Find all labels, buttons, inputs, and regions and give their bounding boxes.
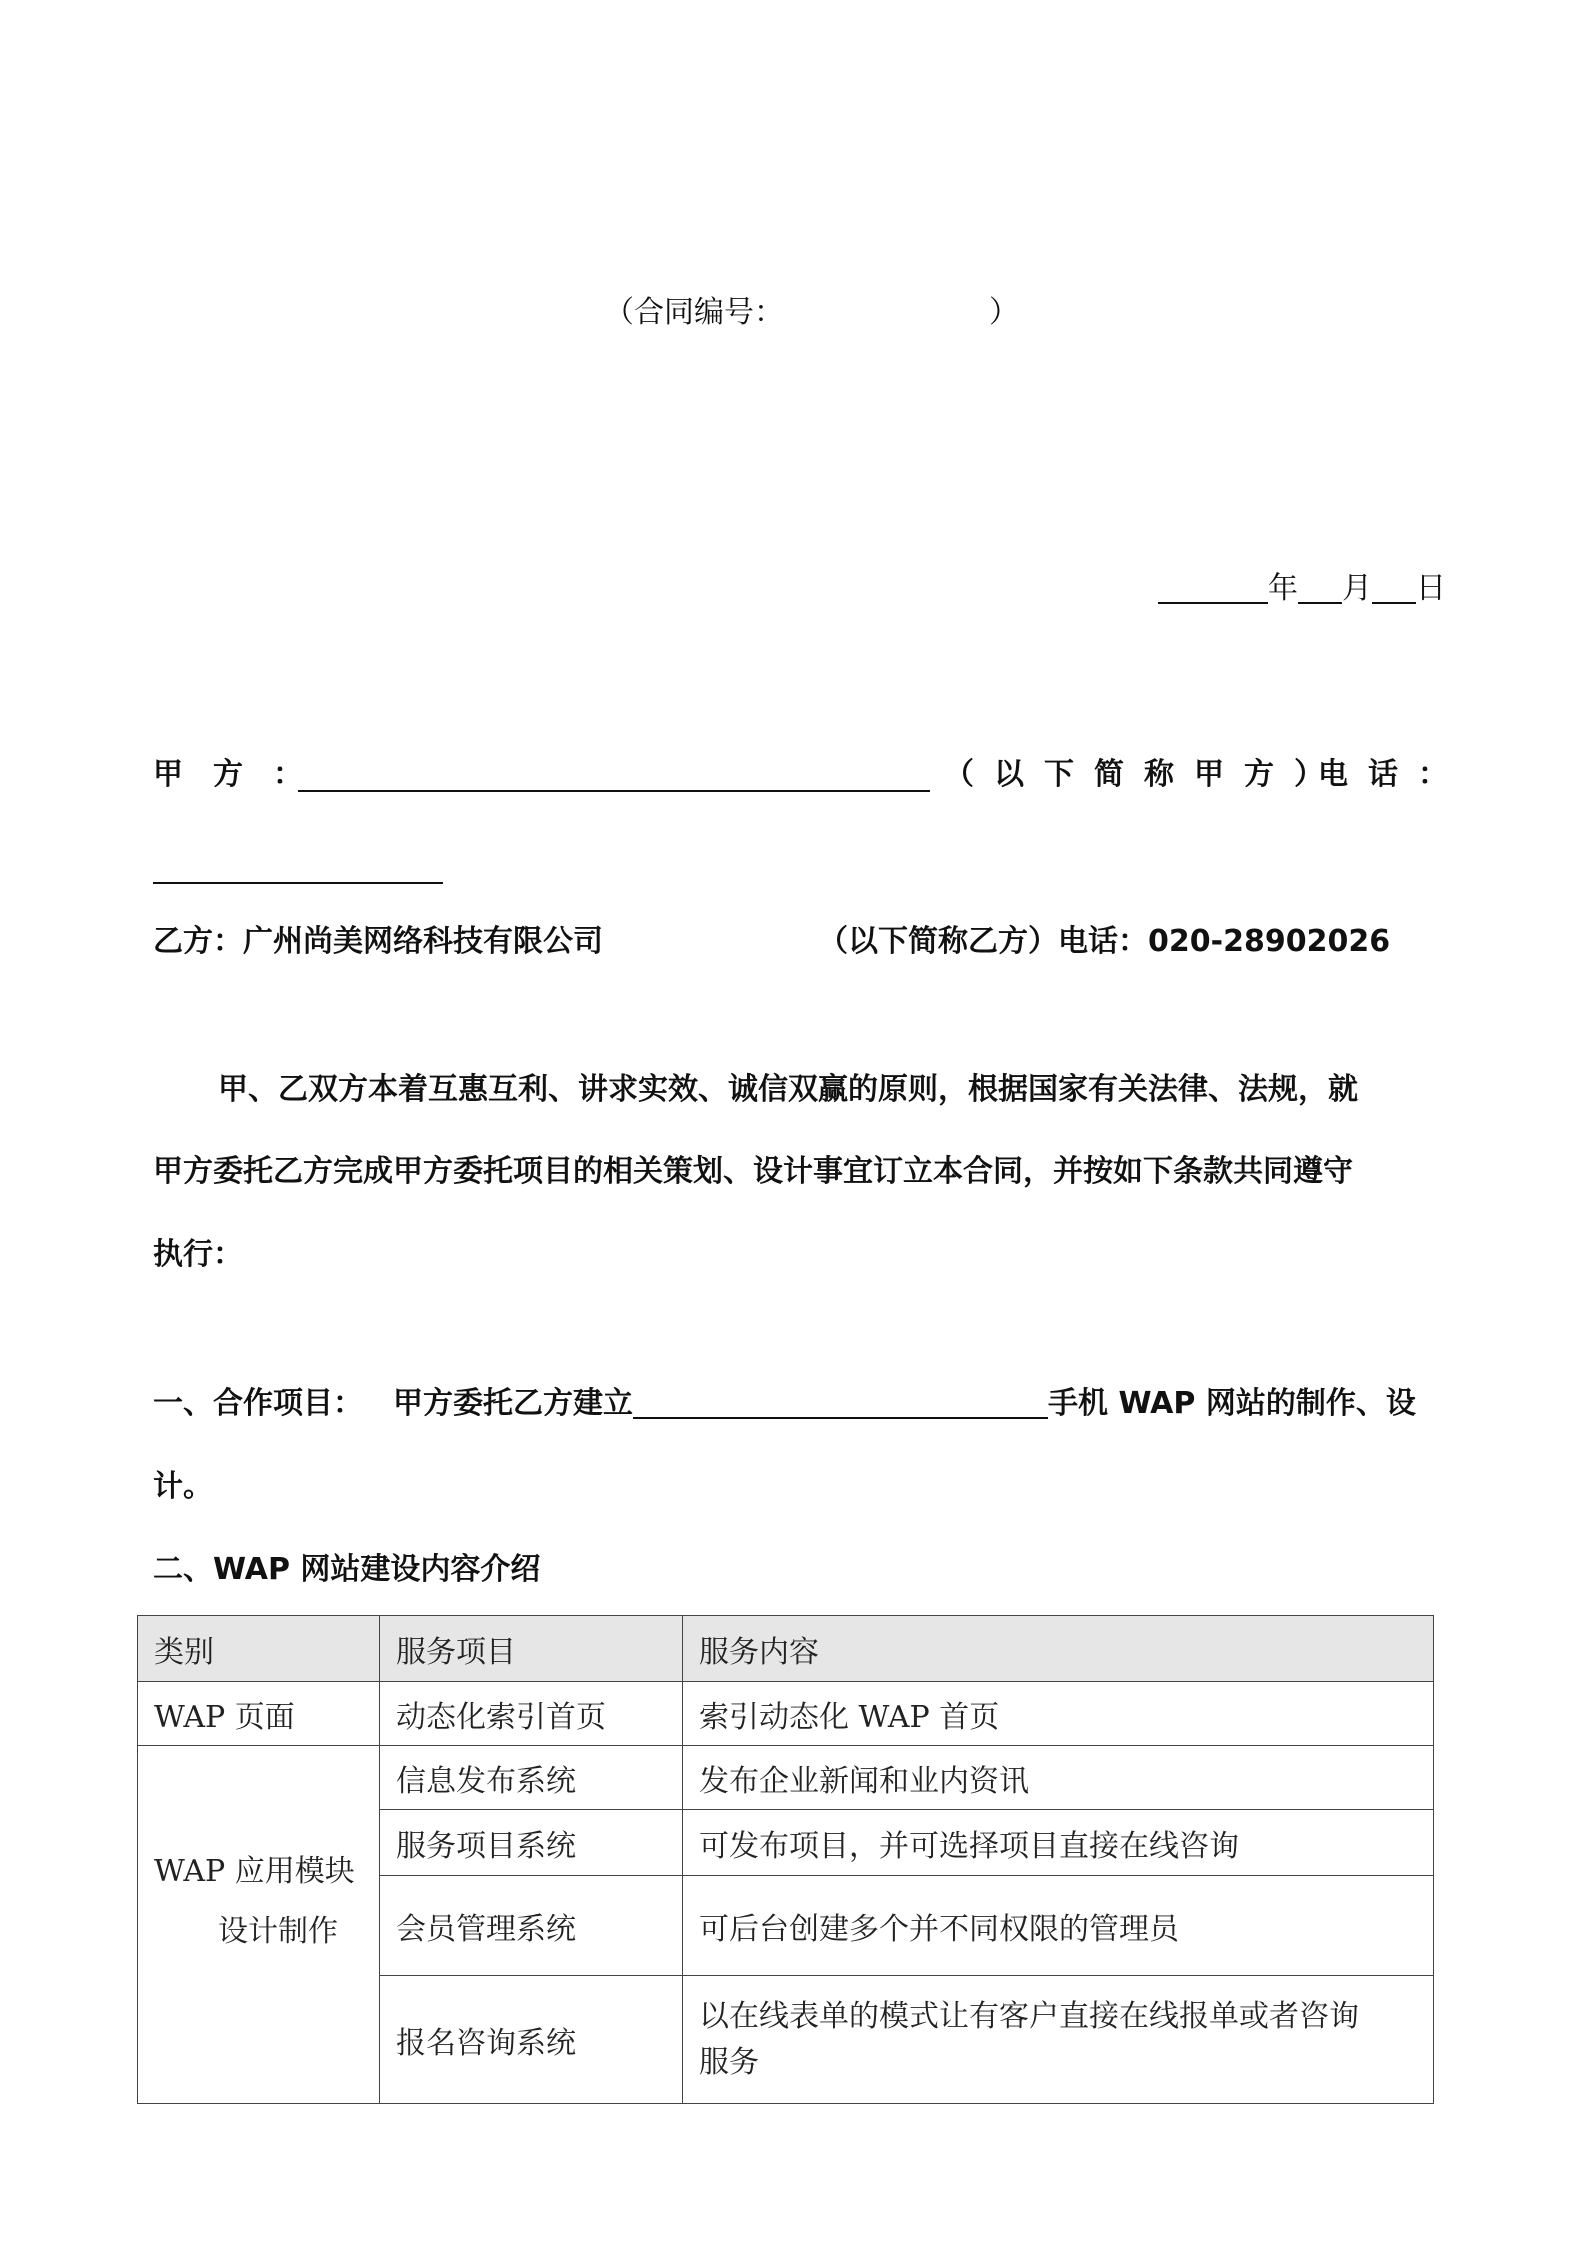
intro-line-3: 执行：	[153, 1237, 243, 1272]
party-b-label: 乙方：	[153, 924, 243, 959]
item-cell: 信息发布系统	[380, 1746, 683, 1810]
year-blank[interactable]	[1158, 572, 1268, 604]
table-row	[138, 1682, 1434, 1746]
party-a-name-blank[interactable]	[298, 760, 930, 792]
party-b-phone: 020-28902026	[1148, 924, 1391, 959]
table-row	[138, 1746, 1434, 1810]
party-a-short: （以下简称甲方）	[944, 757, 1344, 792]
table-header-row	[138, 1616, 1434, 1682]
content-cell: 可发布项目，并可选择项目直接在线咨询	[683, 1810, 1434, 1876]
header-category: 类别	[138, 1616, 380, 1682]
party-b-short: （以下简称乙方）	[818, 924, 1058, 959]
service-table	[137, 1615, 1434, 2104]
section-1-text-before: 甲方委托乙方建立	[393, 1386, 633, 1421]
section-1-line-2: 计。	[153, 1469, 213, 1504]
party-a-phone-label: 电话：	[1318, 757, 1468, 792]
item-cell: 服务项目系统	[380, 1810, 683, 1876]
header-content: 服务内容	[683, 1616, 1434, 1682]
party-b-line	[153, 924, 603, 959]
party-a-phone-blank[interactable]	[153, 852, 443, 884]
contract-number-label: （合同编号： ）	[604, 295, 1019, 330]
party-b-phone-label: 电话：	[1058, 924, 1148, 959]
intro-line-2: 甲方委托乙方完成甲方委托项目的相关策划、设计事宜订立本合同，并按如下条款共同遵守	[153, 1154, 1353, 1189]
party-a-label: 甲 方 ：	[153, 757, 303, 792]
item-cell: 会员管理系统	[380, 1876, 683, 1976]
day-blank[interactable]	[1372, 572, 1416, 604]
content-cell: 发布企业新闻和业内资讯	[683, 1746, 1434, 1810]
month-blank[interactable]	[1298, 572, 1342, 604]
section-1-heading: 一、合作项目：	[153, 1386, 363, 1421]
project-name-blank[interactable]	[633, 1387, 1048, 1419]
category-cell: WAP 页面	[138, 1682, 380, 1746]
section-1-text-after: 手机 WAP 网站的制作、设	[1048, 1386, 1416, 1421]
section-1-line	[153, 1387, 1416, 1419]
date-line: 年 月 日	[1158, 572, 1446, 604]
content-cell: 索引动态化 WAP 首页	[683, 1682, 1434, 1746]
item-cell: 动态化索引首页	[380, 1682, 683, 1746]
header-item: 服务项目	[380, 1616, 683, 1682]
content-cell: 可后台创建多个并不同权限的管理员	[683, 1876, 1434, 1976]
intro-line-1: 甲、乙双方本着互惠互利、讲求实效、诚信双赢的原则，根据国家有关法律、法规，就	[218, 1072, 1358, 1107]
section-2-heading: 二、WAP 网站建设内容介绍	[153, 1552, 541, 1587]
party-b-contact	[818, 924, 1391, 959]
content-cell: 以在线表单的模式让有客户直接在线报单或者咨询 服务	[683, 1976, 1434, 2104]
category-cell-group: WAP 应用模块 设计制作	[138, 1746, 380, 2104]
party-b-name: 广州尚美网络科技有限公司	[243, 924, 603, 959]
item-cell: 报名咨询系统	[380, 1976, 683, 2104]
